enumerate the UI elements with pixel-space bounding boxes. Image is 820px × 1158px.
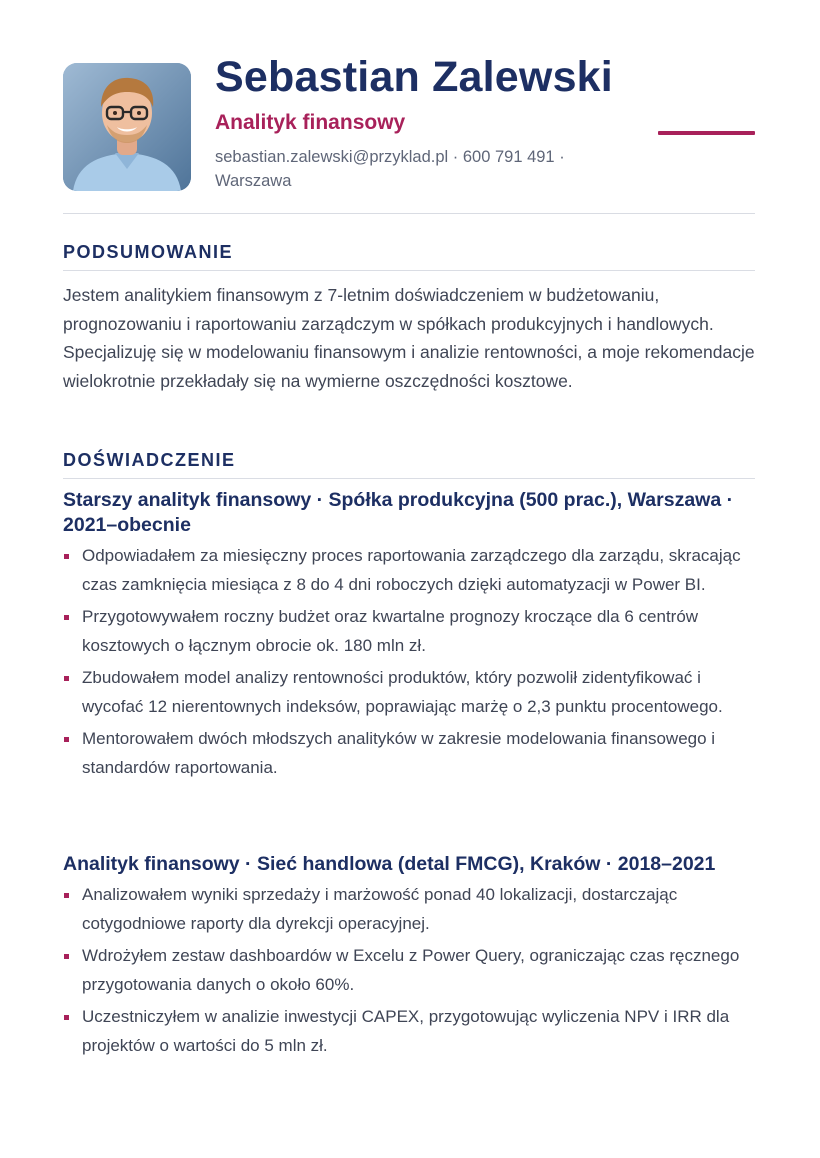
bullet-text: Analizowałem wyniki sprzedaży i marżowość ponad 40 lokalizacji, dostarczając cotygodniowe raporty dla dyrekcji operacyjnej. bbox=[82, 885, 678, 933]
accent-bar bbox=[658, 131, 755, 135]
bullet-text: Odpowiadałem za miesięczny proces raportowania zarządczego dla zarządu, skracając czas zamknięcia miesiąca z 8 do 4 dni roboczych dzięki automatyzacji w Power BI. bbox=[82, 546, 741, 594]
bullet-text: Mentorowałem dwóch młodszych analityków w zakresie modelowania finansowego i standardów raportowania. bbox=[82, 729, 716, 777]
contact-line: sebastian.zalewski@przyklad.pl · 600 791 491 · Warszawa bbox=[215, 148, 565, 190]
header-divider bbox=[63, 213, 755, 214]
summary-text: Jestem analitykiem finansowym z 7-letnim doświadczeniem w budżetowaniu, prognozowaniu i raportowaniu zarządczym w spółkach produkcyjnych i handlowych. Specjalizuję się w modelowaniu finansowym i analizie rentowności, a moje rekomendacje wielokrotnie przekładały się na wymierne oszczędności kosztowe. bbox=[63, 285, 755, 391]
job-title-2: Analityk finansowy · Sieć handlowa (detal FMCG), Kraków · 2018–2021 bbox=[63, 853, 716, 875]
portrait-illustration bbox=[63, 63, 191, 191]
bullet-marker bbox=[64, 676, 69, 681]
job-2-bullets bbox=[63, 881, 763, 1064]
list-item bbox=[63, 725, 763, 782]
bullet-text: Wdrożyłem zestaw dashboardów w Excelu z Power Query, ograniczając czas ręcznego przygotowania danych o około 60%. bbox=[82, 946, 740, 994]
candidate-name: Sebastian Zalewski bbox=[215, 53, 613, 101]
bullet-text: Zbudowałem model analizy rentowności produktów, który pozwolił zidentyfikować i wycofać 12 nierentownych indeksów, poprawiając marżę o 2,3 punktu procentowego. bbox=[82, 668, 723, 716]
bullet-marker bbox=[64, 554, 69, 559]
list-item bbox=[63, 664, 763, 721]
section-heading-experience: DOŚWIADCZENIE bbox=[63, 449, 755, 479]
bullet-text: Przygotowywałem roczny budżet oraz kwartalne prognozy kroczące dla 6 centrów kosztowych o łącznym obrocie ok. 180 mln zł. bbox=[82, 607, 699, 655]
job-1-bullets bbox=[63, 542, 763, 786]
bullet-marker bbox=[64, 893, 69, 898]
list-item bbox=[63, 942, 763, 999]
list-item bbox=[63, 881, 763, 938]
list-item bbox=[63, 542, 763, 599]
bullet-text: Uczestniczyłem w analizie inwestycji CAPEX, przygotowując wyliczenia NPV i IRR dla projektów o wartości do 5 mln zł. bbox=[82, 1007, 730, 1055]
bullet-marker bbox=[64, 737, 69, 742]
list-item bbox=[63, 603, 763, 660]
list-item bbox=[63, 1003, 763, 1060]
bullet-marker bbox=[64, 1015, 69, 1020]
job-title-1: Starszy analityk finansowy · Spółka produkcyjna (500 prac.), Warszawa · 2021–obecnie bbox=[63, 489, 734, 536]
bullet-marker bbox=[64, 954, 69, 959]
bullet-marker bbox=[64, 615, 69, 620]
section-heading-summary: PODSUMOWANIE bbox=[63, 241, 755, 271]
profile-photo bbox=[63, 63, 191, 191]
job-title: Analityk finansowy bbox=[215, 111, 406, 134]
